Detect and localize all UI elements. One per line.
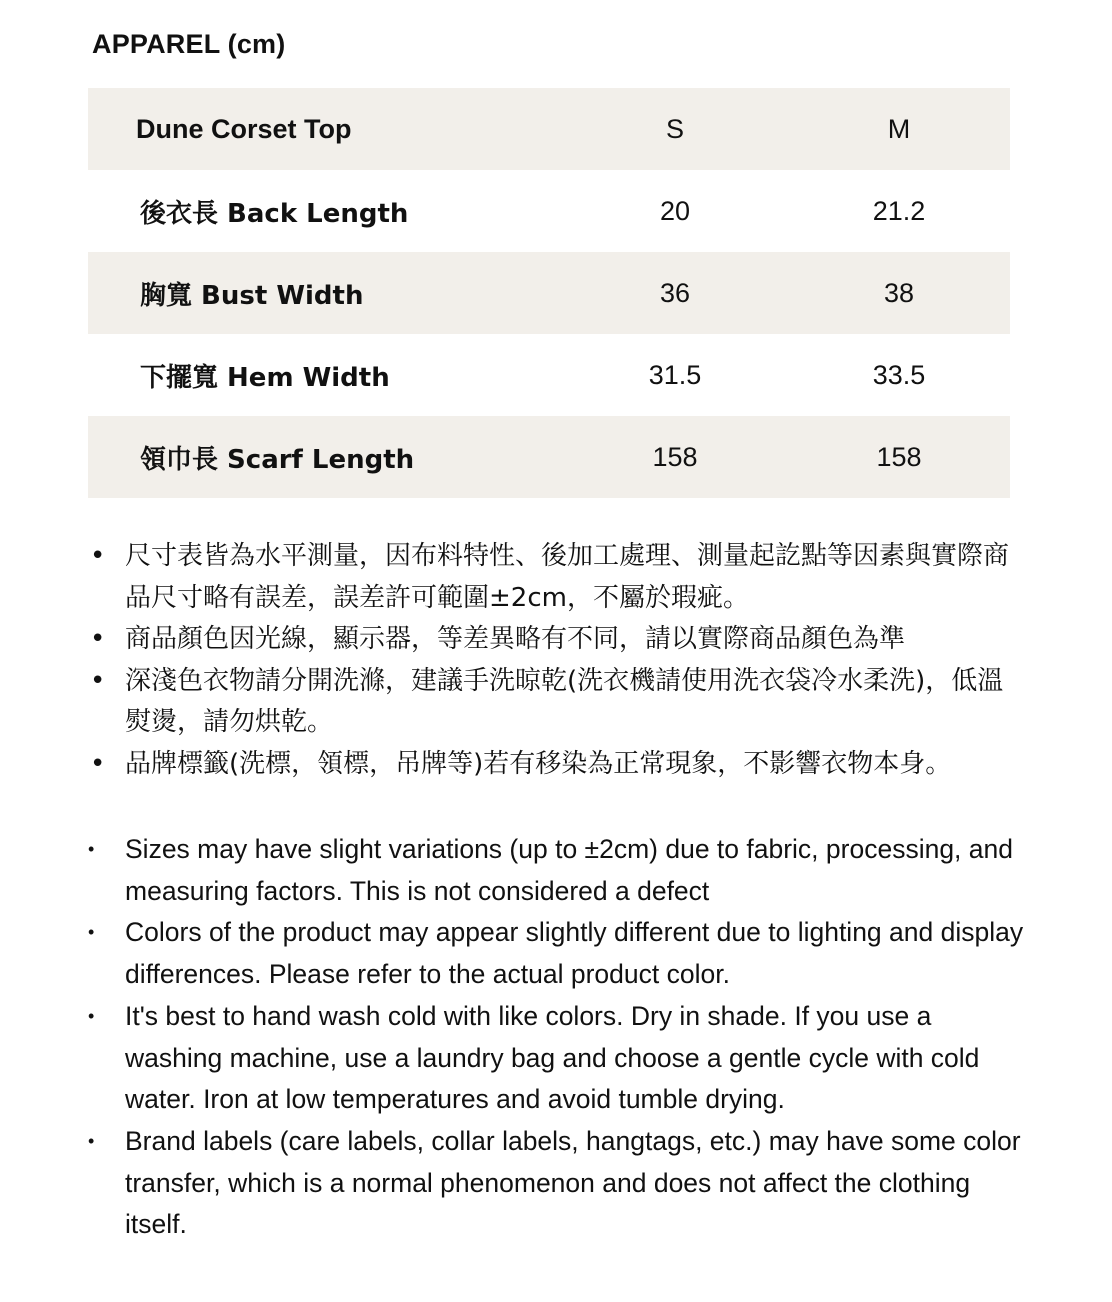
table-row [88, 252, 1010, 334]
table-row [88, 334, 1010, 416]
note-text: Sizes may have slight variations (up to ±2cm) due to fabric, processing, and measuring factors. This is not considered a defect [125, 834, 1013, 906]
bullet-icon: • [88, 922, 95, 943]
list-item [88, 1121, 1028, 1246]
notes-list-english [88, 829, 1028, 1246]
list-item [88, 619, 1028, 661]
size-s-value: 20 [659, 195, 691, 226]
table-header-row [88, 88, 1010, 170]
section-title: APPAREL (cm) [92, 29, 286, 59]
bullet-icon: • [90, 748, 106, 779]
table-row [88, 170, 1010, 252]
size-m-value: 33.5 [872, 359, 926, 390]
size-s-value: 31.5 [648, 359, 702, 390]
note-text: 深淺色衣物請分開洗滌，建議手洗晾乾(洗衣機請使用洗衣袋冷水柔洗)，低溫熨燙，請勿烘乾。 [125, 665, 1004, 737]
note-text: Brand labels (care labels, collar labels, hangtags, etc.) may have some color transfer, which is a normal phenomenon and does not affect the clothing itself. [125, 1125, 1021, 1240]
list-item [88, 536, 1028, 619]
size-s-value: 158 [652, 441, 698, 472]
note-text: Colors of the product may appear slightly different due to lighting and display differences. Please refer to the actual product color. [125, 917, 1024, 990]
bullet-icon: • [90, 624, 106, 654]
measurement-label: 胸寬 Bust Width [140, 280, 364, 311]
list-item [88, 829, 1028, 912]
note-text: 品牌標籤(洗標，領標，吊牌等)若有移染為正常現象，不影響衣物本身。 [125, 748, 952, 779]
bullet-icon: • [88, 1130, 95, 1151]
measurement-label: 後衣長 Back Length [140, 198, 409, 229]
note-text: 尺寸表皆為水平測量，因布料特性、後加工處理、測量起訖點等因素與實際商品尺寸略有誤差，誤差許可範圍±2cm，不屬於瑕疵。 [125, 541, 1010, 613]
measurement-label: 下擺寬 Hem Width [140, 362, 390, 393]
bullet-icon: • [90, 665, 106, 696]
note-text: It's best to hand wash cold with like colors. Dry in shade. If you use a washing machine, use a laundry bag and choose a gentle cycle with cold water. Iron at low temperatures and avoid tumble drying. [125, 1000, 980, 1115]
notes-list-chinese [88, 536, 1028, 785]
size-m-header: M [887, 113, 911, 144]
bullet-icon: • [90, 541, 106, 571]
list-item [88, 744, 1028, 786]
measurement-label: 領巾長 Scarf Length [140, 444, 415, 475]
list-item [88, 661, 1028, 744]
size-m-value: 21.2 [872, 195, 926, 226]
list-item [88, 996, 1028, 1121]
bullet-icon: • [88, 1005, 95, 1026]
size-s-header: S [665, 113, 684, 144]
list-item [88, 912, 1028, 995]
size-m-value: 158 [876, 441, 922, 472]
note-text: 商品顏色因光線，顯示器，等差異略有不同，請以實際商品顏色為準 [125, 624, 906, 654]
table-row [88, 416, 1010, 498]
size-m-value: 38 [883, 277, 915, 308]
size-chart-table [88, 88, 1010, 498]
size-s-value: 36 [659, 277, 691, 308]
bullet-icon: • [88, 839, 95, 859]
product-name-header: Dune Corset Top [136, 113, 352, 144]
